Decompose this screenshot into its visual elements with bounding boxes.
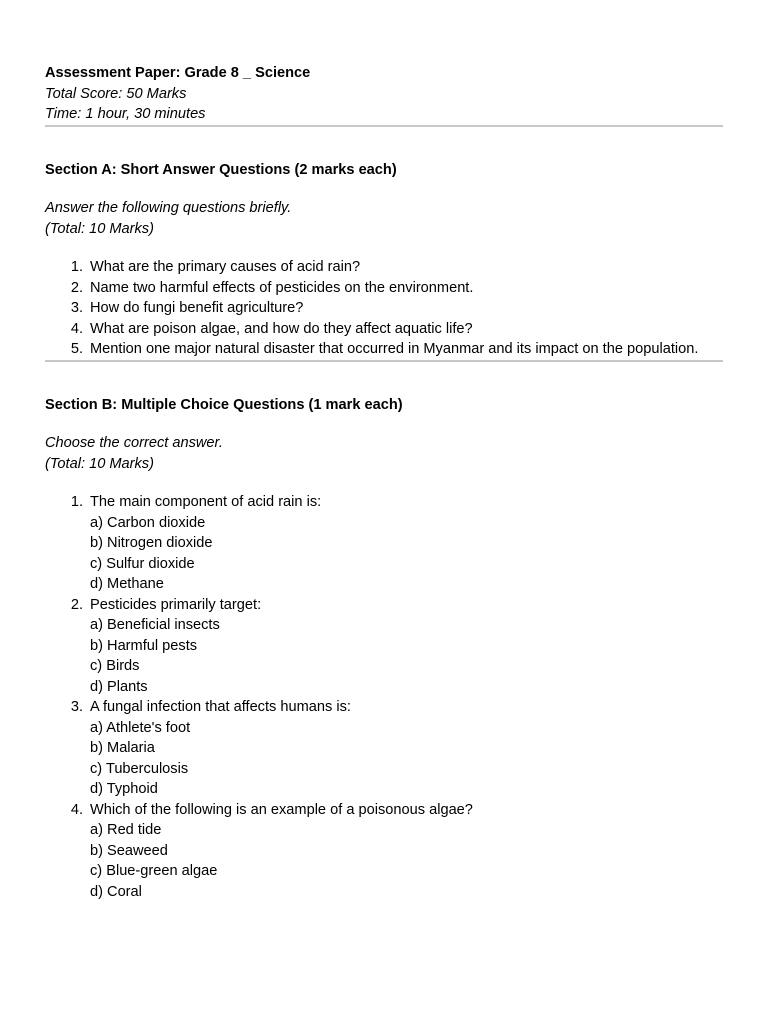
section-a-question-list	[45, 257, 723, 360]
answer-option: d) Plants	[90, 678, 148, 695]
answer-option: a) Beneficial insects	[90, 617, 220, 633]
answer-option: b) Malaria	[90, 740, 155, 756]
section-b-instruction: Choose the correct answer.	[45, 435, 223, 451]
question-text: A fungal infection that affects humans is:	[90, 699, 351, 715]
answer-option: d) Typhoid	[90, 781, 158, 797]
question-number: 1.	[70, 494, 83, 510]
answer-option: d) Coral	[90, 883, 142, 900]
section-b-question-list	[45, 492, 723, 902]
question-text: Mention one major natural disaster that occurred in Myanmar and its impact on the population.	[90, 341, 699, 357]
question-text: What are the primary causes of acid rain?	[90, 259, 361, 275]
section-b-total: (Total: 10 Marks)	[45, 455, 154, 472]
section-a-total: (Total: 10 Marks)	[45, 220, 154, 237]
question-number: 2.	[70, 596, 83, 613]
time-allowed: Time: 1 hour, 30 minutes	[45, 106, 206, 122]
section-a-title: Section A: Short Answer Questions (2 marks each)	[45, 161, 397, 178]
answer-option: a) Athlete's foot	[90, 719, 191, 736]
section-a-instruction: Answer the following questions briefly.	[45, 200, 292, 216]
list-item	[45, 339, 723, 360]
question-number: 3.	[70, 300, 83, 316]
list-item	[45, 278, 723, 299]
question-text: What are poison algae, and how do they affect aquatic life?	[90, 320, 473, 337]
answer-option: d) Methane	[90, 576, 164, 592]
answer-option: c) Tuberculosis	[90, 760, 189, 777]
question-text: Which of the following is an example of a poisonous algae?	[90, 801, 473, 818]
answer-option: b) Nitrogen dioxide	[90, 535, 213, 551]
section-b	[45, 395, 723, 903]
question-number: 1.	[70, 259, 83, 275]
answer-option: c) Birds	[90, 658, 140, 674]
divider	[45, 125, 723, 127]
section-a	[45, 160, 723, 360]
question-text: Name two harmful effects of pesticides on the environment.	[90, 279, 474, 296]
paper-title: Assessment Paper: Grade 8 _ Science	[45, 65, 311, 81]
question-number: 5.	[70, 341, 83, 357]
answer-option: b) Harmful pests	[90, 637, 198, 654]
list-item	[45, 697, 723, 718]
question-text: The main component of acid rain is:	[90, 494, 322, 510]
section-b-title: Section B: Multiple Choice Questions (1 mark each)	[45, 396, 403, 413]
question-number: 2.	[70, 279, 83, 296]
question-number: 4.	[70, 801, 83, 818]
section-a-instructions	[45, 198, 723, 239]
question-text: How do fungi benefit agriculture?	[90, 300, 304, 316]
paper-header	[45, 63, 723, 125]
total-score: Total Score: 50 Marks	[45, 85, 187, 102]
answer-option: b) Seaweed	[90, 842, 168, 859]
answer-option: c) Blue-green algae	[90, 863, 218, 879]
question-text: Pesticides primarily target:	[90, 596, 262, 613]
answer-option: c) Sulfur dioxide	[90, 555, 195, 572]
list-item	[45, 319, 723, 340]
divider	[45, 360, 723, 362]
list-item	[45, 492, 723, 513]
list-item	[45, 298, 723, 319]
section-b-instructions	[45, 433, 723, 474]
list-item	[45, 257, 723, 278]
answer-option: a) Carbon dioxide	[90, 514, 206, 531]
answer-option: a) Red tide	[90, 822, 162, 838]
question-number: 3.	[70, 699, 83, 715]
question-number: 4.	[70, 320, 83, 337]
list-item	[45, 595, 723, 616]
list-item	[45, 800, 723, 821]
